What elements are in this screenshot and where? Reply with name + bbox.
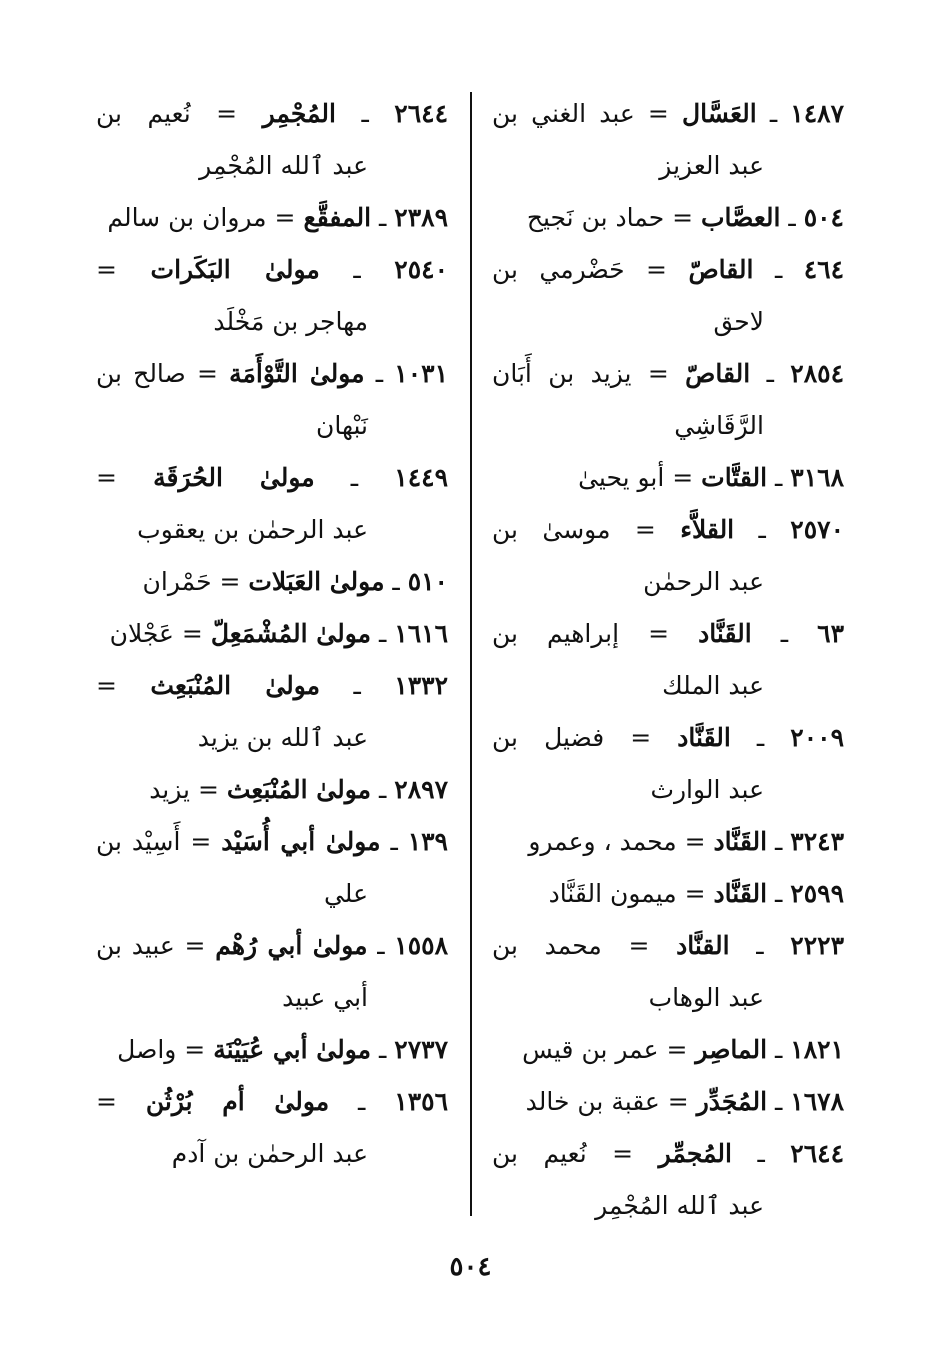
entry-name: = — [96, 671, 117, 700]
entry-first-line: ٥١٠ ـ مولىٰ العَبَلات = حَمْران — [142, 567, 448, 596]
index-entry — [492, 712, 844, 816]
index-entry — [492, 504, 844, 608]
entry-term: القاصّ — [688, 255, 754, 284]
entry-number: ٢٥٤٠ — [394, 255, 448, 284]
entry-name: = عَجْلان — [109, 619, 203, 648]
entry-first-line: ١٥٥٨ ـ مولىٰ أبي رُهْم = عبيد بن — [96, 931, 448, 960]
entry-first-line: ٣١٦٨ ـ القتَّات = أبو يحيىٰ — [578, 463, 844, 492]
entry-term: مولىٰ الحُرَقَة — [153, 463, 315, 492]
entry-term: القَنَّاد — [713, 827, 768, 856]
entry-number: ١٦٧٨ — [790, 1087, 844, 1116]
entry-number: ٢٨٥٤ — [790, 359, 844, 388]
entry-number: ٢٣٨٩ — [394, 203, 448, 232]
right-column — [492, 88, 844, 1232]
index-entry — [492, 608, 844, 712]
entry-number: ٢٦٤٤ — [790, 1139, 845, 1168]
index-entry — [492, 244, 844, 348]
entry-term: القاصّ — [685, 359, 751, 388]
index-entry — [492, 920, 844, 1024]
entry-continuation: عبد الملك — [662, 671, 764, 700]
entry-name: = — [96, 1087, 117, 1116]
page-number: ٥٠٤ — [449, 1252, 492, 1282]
entry-first-line: ٥٠٤ ـ العصَّاب = حماد بن نَجيح — [526, 203, 844, 232]
entry-number: ٢٥٩٩ — [790, 879, 844, 908]
entry-first-line: ٢٧٣٧ ـ مولىٰ أبي عُيَيْنَة = واصل — [117, 1035, 448, 1064]
entry-term: مولىٰ المُشْمَعِلّ — [210, 619, 372, 648]
entry-continuation: نَبْهان — [315, 411, 368, 440]
entry-name: = إبراهيم بن — [492, 619, 670, 648]
index-entry — [96, 348, 448, 452]
entry-first-line: ١٣٩ ـ مولىٰ أبي أُسَيْد = أَسِيْد بن — [96, 827, 448, 856]
index-entry — [96, 920, 448, 1024]
entry-first-line: ٢٢٢٣ ـ القنَّاد = محمد بن — [492, 931, 845, 960]
entry-name: = ميمون القَنَّاد — [548, 879, 706, 908]
entry-first-line: ١٨٢١ ـ الماصِر = عمر بن قيس — [522, 1035, 844, 1064]
entry-first-line: ٣٢٤٣ ـ القَنَّاد = محمد ، وعمرو — [528, 827, 844, 856]
entry-number: ١٥٥٨ — [394, 931, 448, 960]
entry-term: مولىٰ التَّوْأَمَة — [229, 359, 365, 388]
entry-first-line: ٢٥٤٠ ـ مولىٰ البَكَرات = — [96, 255, 448, 284]
entry-term: العَسَّال — [682, 99, 757, 128]
entry-term: القنَّاد — [676, 931, 730, 960]
entry-term: مولىٰ البَكَرات — [150, 255, 320, 284]
entry-number: ١٤٤٩ — [394, 463, 448, 492]
entry-number: ١٤٨٧ — [790, 99, 844, 128]
entry-first-line: ٢٥٧٠ ـ القلاَّء = موسىٰ بن — [492, 515, 844, 544]
index-entry — [96, 556, 448, 608]
index-entry — [96, 88, 448, 192]
entry-term: المفقَّع — [303, 203, 372, 232]
entry-name: = أَسِيْد بن — [96, 827, 212, 856]
entry-continuation: لاحق — [713, 307, 764, 336]
entry-number: ٢٨٩٧ — [394, 775, 448, 804]
entry-name: = نُعيم بن — [492, 1139, 634, 1168]
entry-continuation: عبد الوهاب — [648, 983, 764, 1012]
entry-continuation: عبد العزيز — [659, 151, 764, 180]
entry-name: = عبيد بن — [96, 931, 206, 960]
entry-first-line: ١٦٧٨ ـ المُجَدِّر = عقبة بن خالد — [525, 1087, 844, 1116]
entry-first-line: ٢٨٥٤ ـ القاصّ = يزيد بن أَبَان — [492, 359, 844, 388]
entry-first-line: ١٤٤٩ ـ مولىٰ الحُرَقَة = — [96, 463, 448, 492]
entry-first-line: ١٣٣٢ ـ مولىٰ المُنْبَعِث = — [96, 671, 448, 700]
index-entry — [492, 1024, 844, 1076]
entry-term: مولىٰ المُنْبَعِث — [150, 671, 321, 700]
entry-term: مولىٰ أبي رُهْم — [215, 931, 368, 960]
index-entry — [492, 868, 844, 920]
entry-first-line: ١٠٣١ ـ مولىٰ التَّوْأَمَة = صالح بن — [96, 359, 448, 388]
entry-continuation: عبد ٱلله بن يزيد — [197, 723, 368, 752]
entry-number: ٤٦٤ — [803, 255, 845, 284]
column-divider — [470, 92, 472, 1216]
entry-name: = حَضْرمي بن — [492, 255, 667, 284]
index-entry — [96, 244, 448, 348]
entry-continuation: عبد الرحمٰن بن آدم — [171, 1139, 368, 1168]
entry-name: = صالح بن — [96, 359, 218, 388]
entry-continuation: عبد الوارث — [650, 775, 764, 804]
entry-name: = فضيل بن — [492, 723, 652, 752]
entry-name: = أبو يحيىٰ — [578, 463, 694, 492]
entry-continuation: عبد الرحمٰن — [643, 567, 764, 596]
entry-name: = عمر بن قيس — [522, 1035, 688, 1064]
entry-continuation: الرَّقَاشِي — [674, 411, 764, 440]
entry-number: ٢٧٣٧ — [394, 1035, 448, 1064]
entry-continuation: عبد الرحمٰن بن يعقوب — [137, 515, 368, 544]
index-entry — [492, 88, 844, 192]
entry-term: القَنَّاد — [713, 879, 768, 908]
entry-first-line: ٢٦٤٤ ـ المُجْمِر = نُعيم بن — [96, 99, 449, 128]
entry-number: ١٠٣١ — [394, 359, 448, 388]
entry-term: القلاَّء — [680, 515, 735, 544]
entry-name: = حَمْران — [142, 567, 241, 596]
index-entry — [96, 192, 448, 244]
entry-term: مولىٰ أبي عُيَيْنَة — [213, 1035, 372, 1064]
entry-continuation: علي — [323, 879, 368, 908]
entry-number: ٢٠٠٩ — [790, 723, 844, 752]
entry-term: القتَّات — [701, 463, 768, 492]
entry-name: = عبد الغني بن — [492, 99, 669, 128]
entry-term: المُجْمِر — [262, 99, 336, 128]
index-entry — [96, 608, 448, 660]
entry-term: الماصِر — [695, 1035, 768, 1064]
entry-term: المُجمِّر — [658, 1139, 732, 1168]
entry-name: = مروان بن سالم — [107, 203, 296, 232]
entry-name: = — [96, 255, 117, 284]
entry-name: = — [96, 463, 117, 492]
entry-continuation: مهاجر بن مَخْلَد — [213, 307, 368, 336]
entry-number: ٦٣ — [817, 619, 845, 648]
index-entry — [96, 764, 448, 816]
entry-number: ١٣٣٢ — [394, 671, 448, 700]
entry-number: ٣٢٤٣ — [790, 827, 844, 856]
entry-number: ١٦١٦ — [394, 619, 448, 648]
entry-first-line: ٢٥٩٩ ـ القَنَّاد = ميمون القَنَّاد — [548, 879, 844, 908]
entry-first-line: ٤٦٤ ـ القاصّ = حَضْرمي بن — [492, 255, 845, 284]
entry-name: = يزيد — [149, 775, 219, 804]
entry-first-line: ١٣٥٦ ـ مولىٰ أم بُرْثُن = — [96, 1087, 449, 1116]
entry-number: ٥١٠ — [407, 567, 448, 596]
index-entry — [492, 192, 844, 244]
left-column — [96, 88, 448, 1180]
index-entry — [492, 816, 844, 868]
entry-term: مولىٰ المُنْبَعِث — [226, 775, 372, 804]
entry-number: ٢٦٤٤ — [394, 99, 449, 128]
entry-first-line: ٢٣٨٩ ـ المفقَّع = مروان بن سالم — [107, 203, 448, 232]
entry-number: ١٨٢١ — [790, 1035, 844, 1064]
index-entry — [96, 1024, 448, 1076]
entry-term: القَنَّاد — [698, 619, 752, 648]
index-entry — [492, 1128, 844, 1232]
entry-term: القَنَّاد — [677, 723, 731, 752]
entry-name: = محمد بن — [492, 931, 650, 960]
entry-number: ١٣٩ — [407, 827, 448, 856]
entry-term: مولىٰ أم بُرْثُن — [145, 1087, 330, 1116]
index-entry — [492, 452, 844, 504]
entry-name: = واصل — [117, 1035, 206, 1064]
entry-number: ٢٥٧٠ — [790, 515, 844, 544]
entry-number: ١٣٥٦ — [394, 1087, 449, 1116]
entry-name: = حماد بن نَجيح — [526, 203, 694, 232]
index-entry — [96, 1076, 448, 1180]
entry-continuation: أبي عبيد — [282, 983, 368, 1012]
index-entry — [492, 1076, 844, 1128]
entry-name: = يزيد بن أَبَان — [492, 359, 669, 388]
entry-term: العصَّاب — [701, 203, 781, 232]
entry-first-line: ٢٨٩٧ ـ مولىٰ المُنْبَعِث = يزيد — [149, 775, 448, 804]
index-entry — [96, 816, 448, 920]
entry-term: مولىٰ أبي أُسَيْد — [221, 827, 381, 856]
entry-term: مولىٰ العَبَلات — [248, 567, 385, 596]
index-entry — [96, 452, 448, 556]
entry-name: = عقبة بن خالد — [525, 1087, 689, 1116]
entry-number: ٥٠٤ — [803, 203, 844, 232]
entry-first-line: ٢٦٤٤ ـ المُجمِّر = نُعيم بن — [492, 1139, 845, 1168]
index-entry — [96, 660, 448, 764]
entry-continuation: عبد ٱلله المُجْمِر — [595, 1191, 764, 1220]
entry-number: ٣١٦٨ — [790, 463, 844, 492]
entry-name: = نُعيم بن — [96, 99, 238, 128]
entry-first-line: ١٤٨٧ ـ العَسَّال = عبد الغني بن — [492, 99, 844, 128]
index-entry — [492, 348, 844, 452]
entry-term: المُجَدِّر — [696, 1087, 768, 1116]
entry-name: = محمد ، وعمرو — [528, 827, 706, 856]
entry-number: ٢٢٢٣ — [790, 931, 845, 960]
entry-first-line: ٢٠٠٩ ـ القَنَّاد = فضيل بن — [492, 723, 844, 752]
entry-first-line: ١٦١٦ ـ مولىٰ المُشْمَعِلّ = عَجْلان — [109, 619, 448, 648]
entry-first-line: ٦٣ ـ القَنَّاد = إبراهيم بن — [492, 619, 845, 648]
entry-continuation: عبد ٱلله المُجْمِر — [199, 151, 368, 180]
entry-name: = موسىٰ بن — [492, 515, 656, 544]
